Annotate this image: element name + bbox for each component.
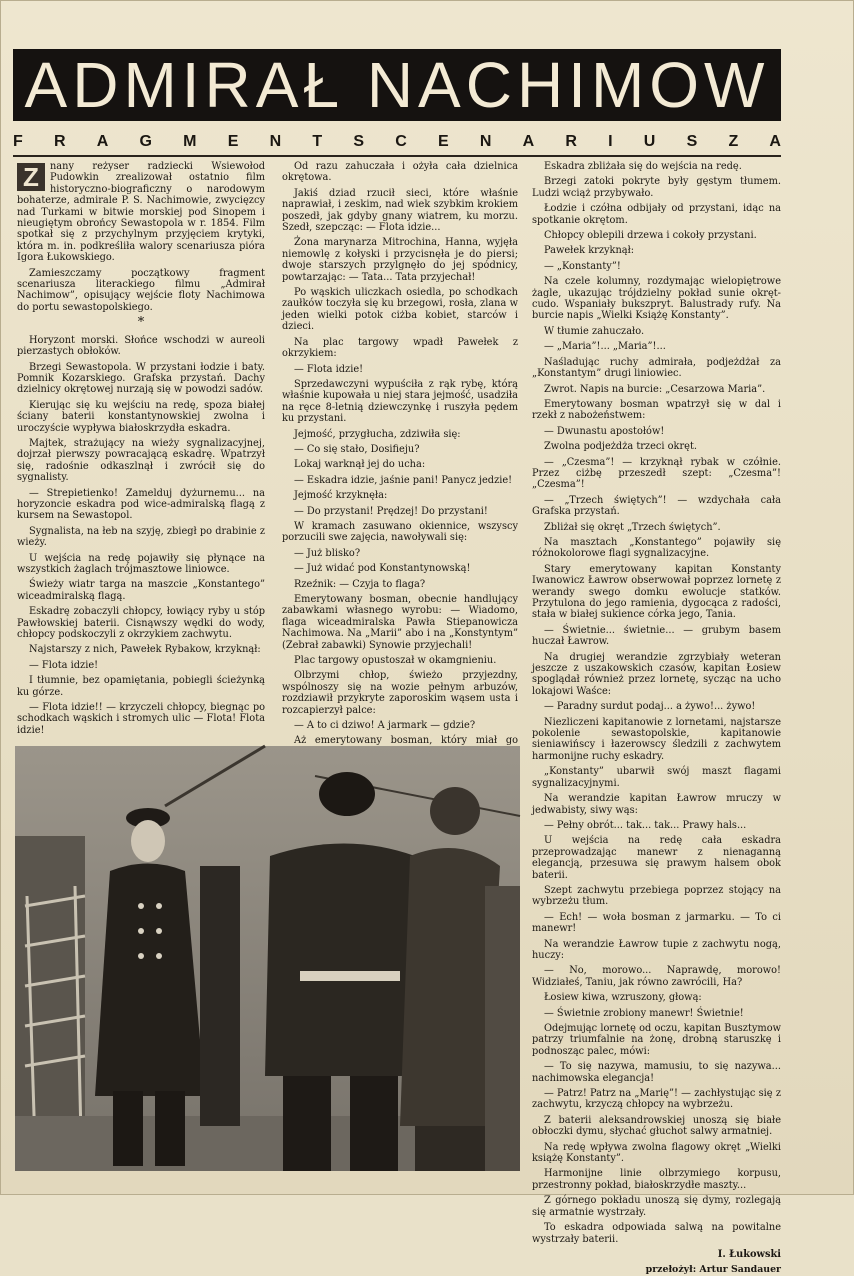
- paragraph: — Już blisko?: [294, 547, 361, 559]
- paragraph: — Dwunastu apostołów!: [544, 425, 665, 437]
- paragraph: — No, morowo... Naprawdę, morowo! Widziałeś, Taniu, jak równo zawrócili, Ha?: [532, 965, 781, 988]
- paragraph: Harmonijne linie olbrzymiego korpusu, przestronny pokład, białoskrzydłe maszty...: [532, 1168, 781, 1191]
- subtitle-letter: F: [13, 133, 23, 150]
- paragraph: — Patrz! Patrz na „Marię”! — zachłystując się z zachwytu, krzyczą chłopcy na wybrzeżu.: [532, 1088, 781, 1111]
- paragraph: Kierując się ku wejściu na redę, spoza białej ściany baterii konstantynowskiej zwolna i uroczyście wypływa białoskrzydła eskadra.: [17, 399, 265, 434]
- paragraph: Eskadra zbliżała się do wejścia na redę.: [544, 161, 742, 172]
- paragraph: Na czele kolumny, rozdymając wielopiętrowe żagle, ukazując trójdzielny pokład sunie okręt-cudo. Wspaniały bukszpryt. Balustrady rufy. Na burcie napis „Wielki Książę Konstanty”.: [532, 276, 781, 322]
- paragraph: Z górnego pokładu unoszą się dymy, rozlegają się armatnie wystrzały.: [532, 1195, 781, 1218]
- subtitle-letter: R: [53, 133, 66, 150]
- paragraph: Zwrot. Napis na burcie: „Cesarzowa Maria”.: [544, 383, 766, 395]
- subtitle-letter: N: [479, 133, 492, 150]
- subtitle-letter: U: [643, 133, 656, 150]
- paragraph: Jejmość, przygłucha, zdziwiła się:: [294, 428, 461, 440]
- paragraph: Zbliżał się okręt „Trzech świętych”.: [544, 521, 721, 533]
- subtitle-letter: S: [353, 133, 364, 150]
- paragraph: Żona marynarza Mitrochina, Hanna, wyjęła niemowlę z kołyski i przycisnęła je do piersi; dwoje starszych przylgnęło do jej spódnicy, powtarzając: — Tata... Tata przyjechał!: [282, 237, 518, 283]
- paragraph: Stary emerytowany kapitan Konstanty Iwanowicz Ławrow obserwował poprzez lornetę z werandy swego domku ewolucje statków. Przytulona do jego ramienia, dygocąca z radości, stała w białej sukience córka jego, Tania.: [532, 563, 781, 621]
- paragraph: Najstarszy z nich, Pawełek Rybakow, krzyknął:: [29, 644, 261, 656]
- subtitle-letter: A: [96, 133, 109, 150]
- paragraph: Brzegi Sewastopola. W przystani łodzie i baty. Pomnik Kozarskiego. Grafska przystań. Dachy dzielnicy okrętowej nurzają się w powodzi sadów.: [17, 361, 265, 396]
- paragraph: Łosiew kiwa, wzruszony, głową:: [544, 992, 702, 1004]
- paragraph: — „Konstanty”!: [544, 260, 621, 272]
- paragraph: — Co się stało, Dosifieju?: [294, 443, 420, 455]
- paragraph: Pawełek krzyknął:: [544, 245, 635, 257]
- paragraph: Po wąskich uliczkach osiedla, po schodkach zaułków toczyła się ku brzegowi, rosła, zlana w jeden wielki potok ciżba kobiet, starców i dzieci.: [282, 287, 518, 333]
- paragraph: Zwolna podjeżdża trzeci okręt.: [544, 441, 697, 453]
- paragraph: Plac targowy opustoszał w okamgnieniu.: [294, 655, 497, 667]
- paragraph: — „Trzech świętych”! — wzdychała cała Grafska przystań.: [532, 494, 781, 518]
- subtitle-letter: G: [139, 133, 152, 150]
- paragraph: Na werandzie Ławrow tupie z zachwytu nogą, huczy:: [532, 938, 781, 961]
- subtitle-letter: A: [769, 133, 781, 150]
- paragraph: U wejścia na redę cała eskadra przeprowadzając manewr z nienaganną elegancją, przesuwa się prawym halsem obok baterii.: [532, 835, 781, 881]
- paragraph: Na masztach „Konstantego” pojawiły się różnokolorowe flagi sygnalizacyjne.: [532, 536, 781, 560]
- text-column-2: [282, 161, 518, 747]
- divider-rule: [13, 155, 781, 157]
- paragraph: Sprzedawczyni wypuściła z rąk rybę, którą właśnie kupowała u niej stara jejmość, usadziła na ręce 8-letnią dziewczynkę i ruszyła pędem ku przystani.: [282, 378, 518, 425]
- paragraph: Na werandzie kapitan Ławrow mruczy w jedwabisty, siwy wąs:: [532, 793, 781, 816]
- subtitle-letter: A: [522, 133, 535, 150]
- subtitle-letter: Z: [728, 133, 739, 150]
- paragraph: Majtek, strażujący na wieży sygnalizacyjnej, dojrzał pierwszy powracającą eskadrę. Wpatrzył się, radośnie odkaszlnął i zwrócił się do sygnalisty.: [17, 437, 265, 484]
- paragraph: — Pełny obrót... tak... tak... Prawy hals...: [544, 819, 747, 831]
- paragraph: — To się nazywa, mamusiu, to się nazywa... nachimowska elegancja!: [532, 1061, 781, 1084]
- paragraph: U wejścia na redę pojawiły się płynące na wszystkich żaglach trójmasztowe liniowce.: [17, 552, 265, 575]
- paragraph: — Już widać pod Konstantynowską!: [294, 563, 471, 575]
- paragraph: Zamieszczamy początkowy fragment scenariusza literackiego filmu „Admirał Nachimow”, opisujący wejście floty Nachimowa do portu sewastopolskiego.: [17, 267, 265, 313]
- paragraph: Jakiś dziad rzucił sieci, które właśnie naprawiał, i zeskim, nad wiek szybkim krokiem poszedł, jak gdyby gnany wiatrem, ku morzu. Szedł, szepcząc: — Flota idzie...: [282, 187, 518, 234]
- paragraph: Emerytowany bosman wpatrzył się w dal i rzekł z nabożeństwem:: [532, 398, 781, 422]
- paragraph: Jejmość krzyknęła:: [294, 490, 388, 502]
- paragraph: Odejmując lornetę od oczu, kapitan Busztymow patrzy triumfalnie na żonę, drobną staruszkę i podnosząc palec, mówi:: [532, 1023, 781, 1057]
- subtitle-letter: R: [565, 133, 577, 150]
- lead-text: nany reżyser radziecki Wsiewołod Pudowkin zrealizował ostatnio film historyczno-biograficzny o narodowym bohaterze, admirale P. S. Nachimowie, zwycięzcy nad Turkami w bitwie morskiej pod Sinopem i nieugiętym obrońcy Sewastopola w r. 1854. Film spotkał się z przychylnym przyjęciem krytyki, która m. in. podkreśliła walory scenariusza pióra Igora Łukowskiego.: [17, 161, 265, 264]
- paragraph: — Flota idzie!: [29, 659, 99, 671]
- paragraph: — Flota idzie!! — krzyczeli chłopcy, biegnąc po schodkach wąskich i stromych ulic — Flota! Flota idzie!: [17, 702, 265, 736]
- film-still-illustration: [15, 746, 520, 1171]
- paragraph: Niezliczeni kapitanowie z lornetami, najstarsze pokolenie sewastopolskie, kapitanowie sieniawińscy i łazerowscy śledzili z zachwytem harmonijne ruchy eskadry.: [532, 716, 781, 762]
- paragraph: Szept zachwytu przebiega poprzez stojący na wybrzeżu tłum.: [532, 884, 781, 908]
- paragraph: I tłumnie, bez opamiętania, pobiegli ścieżynką ku górze.: [17, 675, 265, 698]
- paragraph: — A to ci dziwo! A jarmark — gdzie?: [294, 720, 476, 732]
- paragraph: Łodzie i czółna odbijały od przystani, idąc na spotkanie okrętom.: [532, 203, 781, 226]
- paragraph: Na redę wpływa zwolna flagowy okręt „Wielki książę Konstanty”.: [532, 1141, 781, 1165]
- paragraph: Na drugiej werandzie zgrzybiały weteran jeszcze z uszakowskich czasów, kapitan Łosiew spoglądał również przez lornetę, sycząc na ucho lokajowi Waśce:: [532, 651, 781, 697]
- paragraph: — Ech! — woła bosman z jarmarku. — To ci manewr!: [532, 911, 781, 935]
- paragraph: [17, 161, 265, 264]
- paragraph: — Do przystani! Prędzej! Do przystani!: [294, 505, 488, 517]
- film-still-photo: [15, 746, 520, 1171]
- paragraph: — Flota idzie!: [294, 363, 364, 375]
- paragraph: Sygnalista, na łeb na szyję, zbiegł po drabinie z wieży.: [17, 525, 265, 549]
- paragraph: Brzegi zatoki pokryte były gęstym tłumem. Ludzi wciąż przybywało.: [532, 176, 781, 199]
- text-column-1: [17, 161, 265, 741]
- paragraph: — Eskadra idzie, jaśnie pani! Panycz jedzie!: [294, 474, 513, 486]
- paragraph: W tłumie zahuczało.: [544, 325, 645, 337]
- article-title: ADMIRAŁ NACHIMOW: [24, 49, 770, 121]
- paragraph: To eskadra odpowiada salwą na powitalne wystrzały baterii.: [532, 1222, 781, 1245]
- paragraph: Eskadrę zobaczyli chłopcy, łowiący ryby u stóp Pawłowskiej baterii. Cisnąwszy wędki do wody, chłopcy podskoczyli z okrzykiem zachwytu.: [17, 606, 265, 641]
- paragraph: Emerytowany bosman, obecnie handlujący zabawkami własnego wyrobu: — Wiadomo, flaga wiceadmiralska Pawła Stiepanowicza Nachimowa. Na „Marii” abo i na „Konstyntym” (Zebrał zabawki) Synowie przyjechali!: [282, 594, 518, 651]
- translator-credit: przełożył: Artur Sandauer: [645, 1264, 781, 1276]
- paragraph: — „Czesma”! — krzyknął rybak w czółnie. Przez ciżbę przeszedł szept: „Czesma”! „Czesma”!: [532, 456, 781, 491]
- subtitle-letter: E: [437, 133, 449, 150]
- paragraph: *: [137, 315, 145, 331]
- paragraph: — „Maria”!... „Maria”!...: [544, 341, 666, 353]
- paragraph: Aż emerytowany bosman, który miał go: [294, 735, 518, 747]
- paragraph: Od razu zahuczała i ożyła cała dzielnica okrętowa.: [282, 161, 518, 184]
- subtitle-letter: I: [608, 133, 613, 150]
- paragraph: Świeży wiatr targa na maszcie „Konstantego” wiceadmiralską flagą.: [17, 579, 265, 602]
- drop-cap: Z: [17, 163, 45, 191]
- article-subtitle: [13, 132, 781, 152]
- subtitle-letter: E: [227, 133, 239, 150]
- paragraph: „Konstanty” ubarwił swój maszt flagami sygnalizacyjnymi.: [532, 766, 781, 789]
- paragraph: Horyzont morski. Słońce wschodzi w aureoli pierzastych obłoków.: [17, 334, 265, 358]
- paragraph: Z baterii aleksandrowskiej unoszą się białe obłoczki dymu, słychać głuchot salwy armatniej.: [532, 1114, 781, 1138]
- paragraph: Lokaj warknął jej do ucha:: [294, 459, 426, 471]
- author-signature: I. Łukowski: [717, 1248, 781, 1260]
- subtitle-letter: N: [269, 133, 282, 150]
- paragraph: Olbrzymi chłop, świeżo przyjezdny, wspólnoszy się na wozie pełnym arbuzów, rozdziawił przykryte zaporoskim wąsem usta i rozcapierzył palce:: [282, 670, 518, 716]
- paragraph: — Świetnie... świetnie... — grubym basem huczał Ławrow.: [532, 624, 781, 648]
- subtitle-letter: C: [395, 133, 407, 150]
- paragraph: W kramach zasuwano okiennice, wszyscy porzucili swe zajęcia, nawoływali się:: [282, 520, 518, 544]
- paragraph: — Paradny surdut podaj... a żywo!... żywo!: [544, 701, 756, 713]
- paragraph: Rzeźnik: — Czyja to flaga?: [294, 578, 426, 590]
- subtitle-letter: S: [686, 133, 698, 150]
- paragraph: Naśladując ruchy admirała, podjeżdżał za „Konstantym” drugi liniowiec.: [532, 356, 781, 380]
- paragraph: Na plac targowy wpadł Pawełek z okrzykiem:: [282, 336, 518, 360]
- masthead: [13, 49, 781, 121]
- paragraph: — Świetnie zrobiony manewr! Świetnie!: [544, 1007, 744, 1019]
- subtitle-letter: T: [312, 133, 323, 150]
- paragraph: Chłopcy oblepili drzewa i cokoły przystani.: [544, 230, 757, 242]
- paragraph: — Strepietienko! Zamelduj dyżurnemu... na horyzoncie eskadra pod wice-admiralską flagą z kursem na Sewastopol.: [17, 487, 265, 522]
- text-column-3: [532, 161, 781, 1276]
- subtitle-letter: M: [183, 133, 197, 150]
